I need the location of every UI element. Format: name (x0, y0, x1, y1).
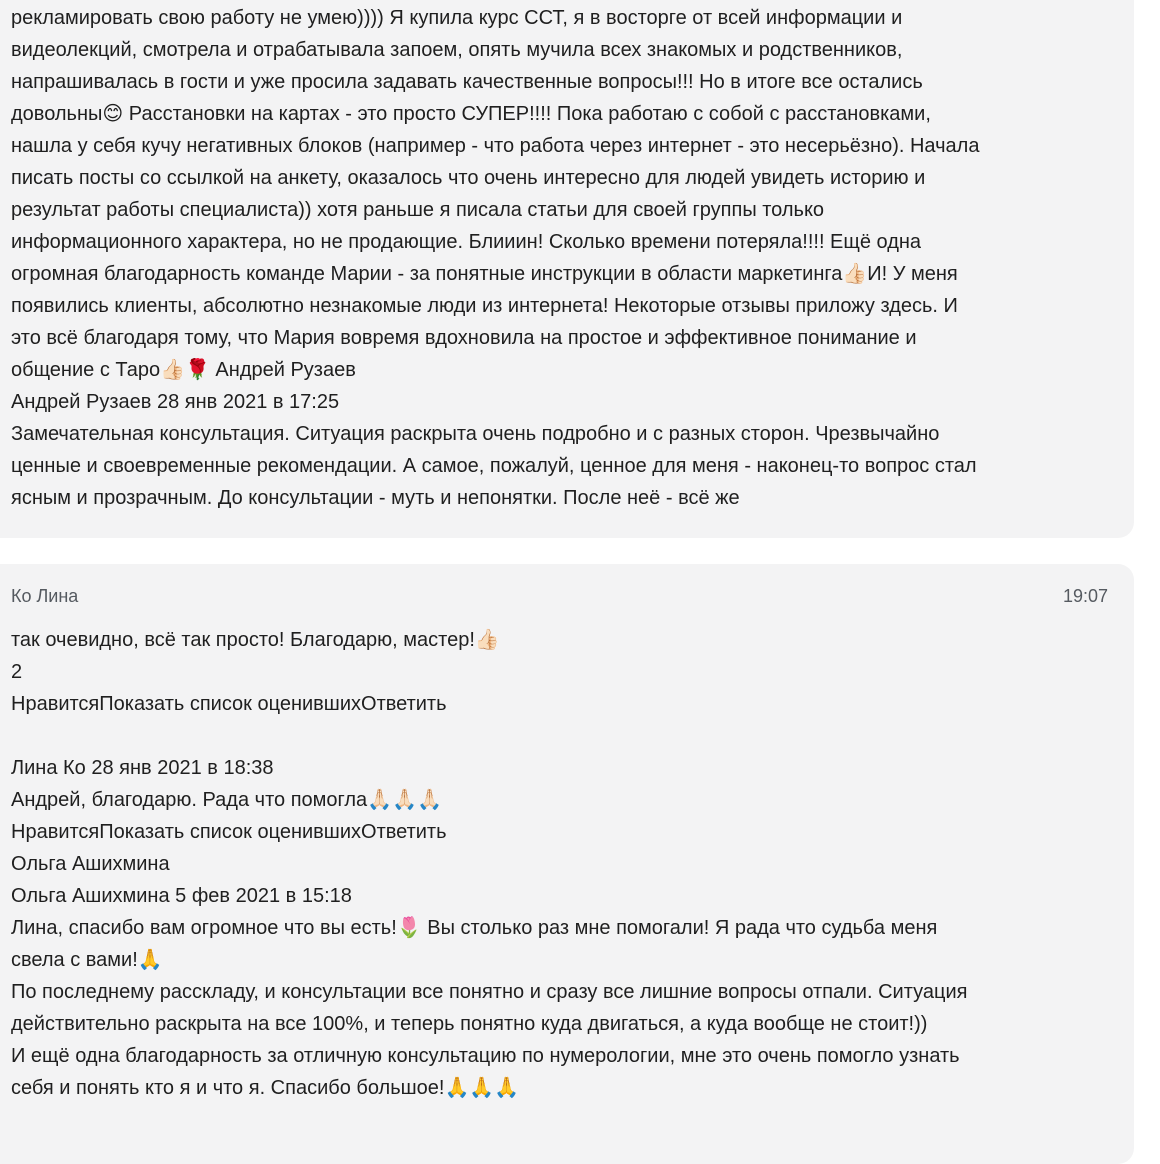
message-header (11, 582, 1108, 610)
message-line: это всё благодаря тому, что Мария вовремя вдохновила на простое и эффективное понимание и (11, 327, 917, 349)
message-line: По последнему расскладу, и консультации все понятно и сразу все лишние вопросы отпали. Ситуация (11, 981, 968, 1003)
message-line: видеолекций, смотрела и отрабатывала запоем, опять мучила всех знакомых и родственников, (11, 39, 903, 61)
message-line: нашла у себя кучу негативных блоков (например - что работа через интернет - это несерьёзно). Начала (11, 135, 980, 157)
message-timestamp: 19:07 (1062, 586, 1108, 606)
message-line: Замечательная консультация. Ситуация раскрыта очень подробно и с разных сторон. Чрезвычайно (11, 423, 940, 445)
message-line: действительно раскрыта на все 100%, и теперь понятно куда двигаться, а куда вообще не стоит!)) (11, 1013, 928, 1035)
message-author[interactable]: Ко Лина (11, 586, 79, 606)
message-line: появились клиенты, абсолютно незнакомые люди из интернета! Некоторые отзывы приложу здесь. И (11, 295, 958, 317)
message-line (11, 720, 1121, 752)
message-line: результат работы специалиста)) хотя раньше я писала статьи для своей группы только (11, 199, 825, 221)
message-text-ko-lina (11, 624, 1121, 1112)
message-text-previous (11, 2, 1121, 520)
message-line: писать посты со ссылкой на анкету, оказалось что очень интересно для людей увидеть историю и (11, 167, 926, 189)
message-line: огромная благодарность команде Марии - за понятные инструкции в области маркетинга👍🏻И! У меня (11, 263, 958, 285)
message-line: довольны😊 Расстановки на картах - это просто СУПЕР!!!! Пока работаю с собой с расстановками, (11, 103, 931, 125)
message-line: напрашивалась в гости и уже просила задавать качественные вопросы!!! Но в итоге все остались (11, 71, 923, 93)
message-line: НравитсяПоказать список оценившихОтветить (11, 693, 447, 715)
message-line: рекламировать свою работу не умею)))) Я купила курс ССТ, я в восторге от всей информации и (11, 7, 903, 29)
message-line: общение с Таро👍🏻🌹 Андрей Рузаев (11, 359, 356, 381)
message-line: Лина, спасибо вам огромное что вы есть!🌷 Вы столько раз мне помогали! Я рада что судьба меня (11, 917, 938, 939)
message-line: Ольга Ашихмина (11, 853, 170, 875)
message-line: НравитсяПоказать список оценившихОтветить (11, 821, 447, 843)
message-line: ценные и своевременные рекомендации. А самое, пожалуй, ценное для меня - наконец-то вопрос стал (11, 455, 977, 477)
message-line: Андрей Рузаев 28 янв 2021 в 17:25 (11, 391, 340, 413)
message-line: И ещё одна благодарность за отличную консультацию по нумерологии, мне это очень помогло узнать (11, 1045, 960, 1067)
message-line: так очевидно, всё так просто! Благодарю, мастер!👍🏻 (11, 629, 500, 651)
message-line: Андрей, благодарю. Рада что помогла🙏🏻🙏🏻🙏🏻 (11, 789, 442, 811)
message-line: свела с вами!🙏 (11, 949, 163, 971)
message-line: ясным и прозрачным. До консультации - муть и непонятки. После неё - всё же (11, 487, 740, 509)
message-line: Ольга Ашихмина 5 фев 2021 в 15:18 (11, 885, 352, 907)
message-line: информационного характера, но не продающие. Блииин! Сколько времени потеряла!!!! Ещё одна (11, 231, 922, 253)
message-line: себя и понять кто я и что я. Спасибо большое!🙏🙏🙏 (11, 1077, 520, 1099)
message-line: 2 (11, 661, 23, 683)
message-line: Лина Ко 28 янв 2021 в 18:38 (11, 757, 274, 779)
